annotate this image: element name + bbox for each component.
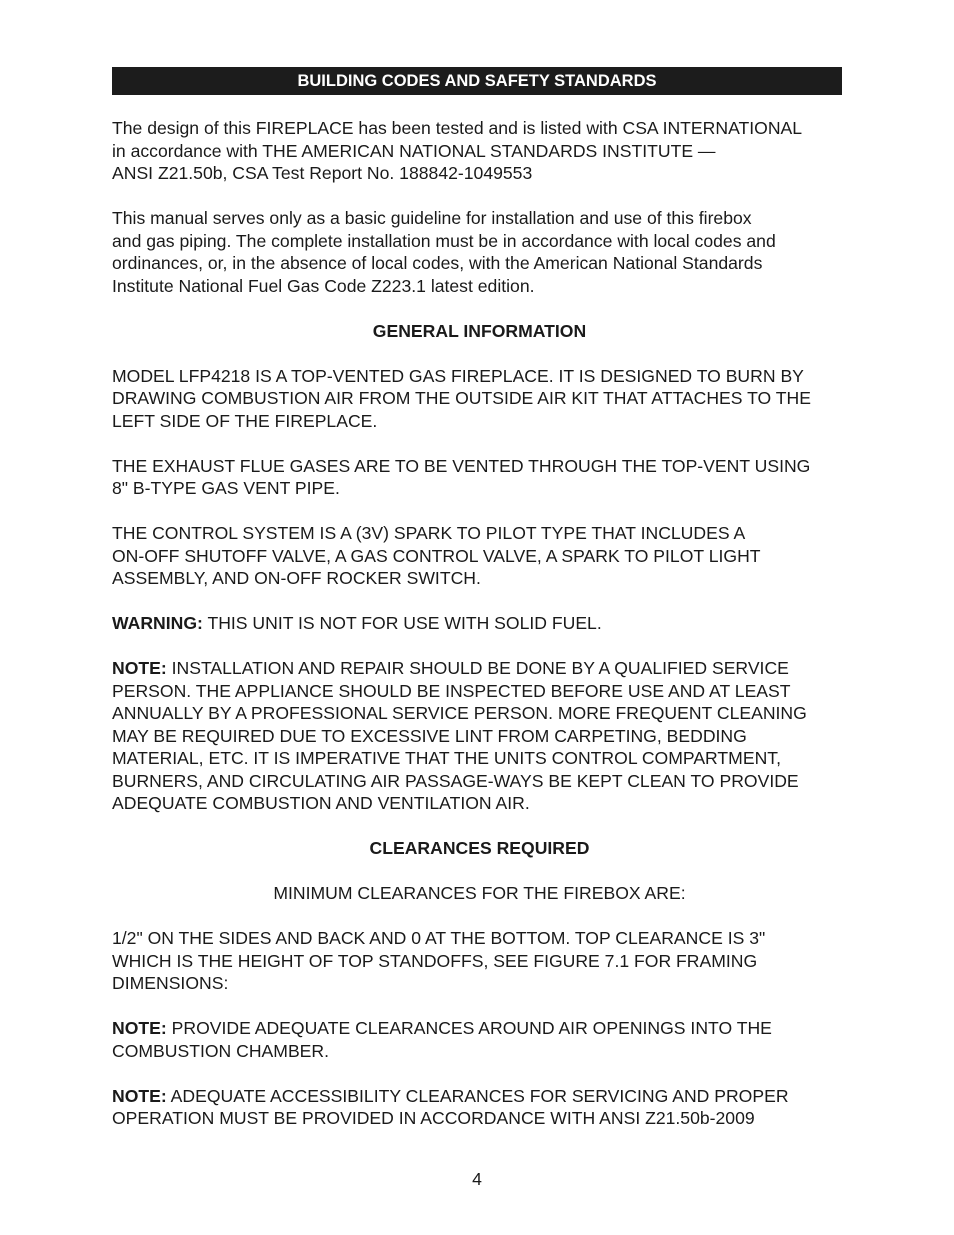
note-label: NOTE:	[112, 658, 167, 678]
manual-guideline-paragraph	[112, 207, 847, 297]
text-line: OPERATION MUST BE PROVIDED IN ACCORDANCE WITH ANSI Z21.50b-2009	[112, 1108, 755, 1128]
text-line: THE CONTROL SYSTEM IS A (3V) SPARK TO PILOT TYPE THAT INCLUDES A	[112, 523, 746, 543]
air-openings-note-paragraph	[112, 1017, 847, 1062]
text-line: WHICH IS THE HEIGHT OF TOP STANDOFFS, SEE FIGURE 7.1 FOR FRAMING	[112, 950, 758, 971]
text-line: THE EXHAUST FLUE GASES ARE TO BE VENTED THROUGH THE TOP-VENT USING	[112, 455, 811, 476]
text-line	[112, 1085, 847, 1108]
text-line: MATERIAL, ETC. IT IS IMPERATIVE THAT THE UNITS CONTROL COMPARTMENT,	[112, 748, 781, 768]
clearances-required-heading: CLEARANCES REQUIRED	[369, 838, 590, 858]
text-line: ON-OFF SHUTOFF VALVE, A GAS CONTROL VALVE, A SPARK TO PILOT LIGHT	[112, 545, 761, 566]
note-text: PROVIDE ADEQUATE CLEARANCES AROUND AIR OPENINGS INTO THE	[166, 1018, 772, 1038]
text-line: LEFT SIDE OF THE FIREPLACE.	[112, 410, 378, 431]
page-content	[112, 117, 847, 1152]
text-line: BURNERS, AND CIRCULATING AIR PASSAGE-WAYS BE KEPT CLEAN TO PROVIDE	[112, 770, 799, 791]
section-header-building-codes: BUILDING CODES AND SAFETY STANDARDS	[112, 67, 842, 95]
text-line: ASSEMBLY, AND ON-OFF ROCKER SWITCH.	[112, 568, 481, 588]
note-label: NOTE:	[112, 1018, 167, 1038]
text-line: ADEQUATE COMBUSTION AND VENTILATION AIR.	[112, 793, 530, 813]
text-line: DRAWING COMBUSTION AIR FROM THE OUTSIDE AIR KIT THAT ATTACHES TO THE	[112, 388, 811, 408]
note-text: ADEQUATE ACCESSIBILITY CLEARANCES FOR SERVICING AND PROPER	[166, 1085, 789, 1106]
warning-label: WARNING:	[112, 613, 203, 633]
text-line: in accordance with THE AMERICAN NATIONAL STANDARDS INSTITUTE —	[112, 140, 716, 161]
service-note-paragraph	[112, 657, 847, 815]
text-line: DIMENSIONS:	[112, 973, 229, 993]
note-label: NOTE:	[112, 1085, 167, 1106]
minimum-clearances-subheading: MINIMUM CLEARANCES FOR THE FIREBOX ARE:	[273, 883, 686, 903]
text-line: Institute National Fuel Gas Code Z223.1 latest edition.	[112, 275, 535, 296]
text-line: MODEL LFP4218 IS A TOP-VENTED GAS FIREPLACE. IT IS DESIGNED TO BURN BY	[112, 365, 804, 386]
text-line: 8" B-TYPE GAS VENT PIPE.	[112, 478, 340, 498]
note-text: INSTALLATION AND REPAIR SHOULD BE DONE BY A QUALIFIED SERVICE	[166, 658, 789, 678]
accessibility-note-paragraph	[112, 1085, 847, 1130]
text-line: The design of this FIREPLACE has been tested and is listed with CSA INTERNATIONAL	[112, 118, 803, 138]
text-line: PERSON. THE APPLIANCE SHOULD BE INSPECTED BEFORE USE AND AT LEAST	[112, 680, 791, 701]
text-line: and gas piping. The complete installation must be in accordance with local codes and	[112, 230, 776, 251]
csa-listing-paragraph	[112, 117, 847, 185]
text-line: 1/2" ON THE SIDES AND BACK AND 0 AT THE BOTTOM. TOP CLEARANCE IS 3"	[112, 928, 766, 948]
text-line: This manual serves only as a basic guideline for installation and use of this firebox	[112, 208, 752, 228]
text-line: COMBUSTION CHAMBER.	[112, 1040, 330, 1061]
warning-text: THIS UNIT IS NOT FOR USE WITH SOLID FUEL.	[202, 613, 602, 633]
text-line	[112, 1017, 847, 1040]
text-line: ANNUALLY BY A PROFESSIONAL SERVICE PERSON. MORE FREQUENT CLEANING	[112, 703, 807, 723]
page-number: 4	[472, 1169, 482, 1189]
warning-paragraph	[112, 612, 847, 635]
clearance-dimensions-paragraph	[112, 927, 847, 995]
model-description-paragraph	[112, 365, 847, 433]
exhaust-flue-paragraph	[112, 455, 847, 500]
text-line	[112, 657, 847, 680]
text-line: ANSI Z21.50b, CSA Test Report No. 188842-1049553	[112, 163, 533, 183]
general-information-heading: GENERAL INFORMATION	[372, 320, 587, 341]
text-line: ordinances, or, in the absence of local codes, with the American National Standards	[112, 253, 763, 273]
control-system-paragraph	[112, 522, 847, 590]
text-line: MAY BE REQUIRED DUE TO EXCESSIVE LINT FROM CARPETING, BEDDING	[112, 725, 747, 746]
